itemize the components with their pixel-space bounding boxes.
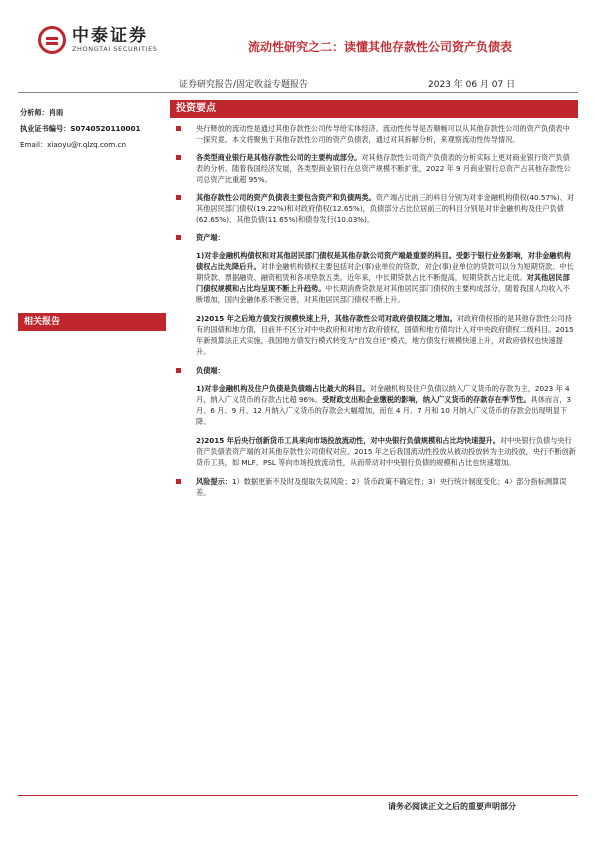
para-text: 对金融机构及住户负债以纳入广义货币的存款为主，2023 年 4 月，纳入广义货币的存款占比超 96%。	[196, 384, 570, 404]
subtitle-row	[0, 77, 595, 91]
para-bold: 1)对非金融机构债权和对其他居民部门债权是其他存款公司资产端最重要的科目。受影于银行业务影响，对非金融机构债权占比先降后升。	[196, 251, 571, 271]
paragraph	[174, 435, 576, 468]
related-reports-header: 相关报告	[18, 313, 166, 331]
report-title: 流动性研究之二：读懂其他存款性公司资产负债表	[248, 40, 513, 54]
bullet-square-icon	[176, 479, 181, 484]
bullet-item	[174, 365, 576, 376]
bullet-text: 对其他存款性公司资产负债表的分析实际上更对商业银行资产负债表的分析。随着我国经济发展，各类型商业银行在总资产规模不断扩张，2022 年 9 月商业银行总资产占其他存款性公司总资产比重超 95%。	[196, 153, 571, 184]
bullet-item	[174, 476, 576, 498]
para-text: 对中央银行负债与央行资产负债表资产端的对其他存款性公司债权对应。2015 年之后我国流动性投放从被动投放转为主动投放，央行不断创新货币工具，如 MLF、PSL 等向市场投放流动性，从而带动对中央银行负债的规模和占比也快速增加。	[196, 436, 576, 467]
header-divider	[18, 92, 578, 93]
email-row	[20, 137, 165, 153]
paragraph	[174, 250, 576, 305]
analyst-name: 肖雨	[48, 108, 64, 117]
para-bold: 2)2015 年后央行创新货币工具来向市场投放流动性，对中央银行负债规模和占比均快速提升。	[196, 436, 500, 445]
para-text: 具体而言，3 月、6 月、9 月、12 月纳入广义货币的存款会大幅增加，而在 4 月、7 月和 10 月纳入广义货币的存款会出现明显下降。	[196, 395, 572, 426]
report-category: 证券研究报告/固定收益专题报告	[179, 80, 309, 90]
liabilities-heading: 负债端：	[196, 366, 225, 375]
assets-heading: 资产端：	[196, 233, 225, 242]
analyst-info	[20, 105, 165, 153]
logo-icon	[38, 26, 66, 54]
bullet-text: 央行释放的流动性是通过其他存款性公司传导给实体经济。流动性传导是否顺畅可以从其他存款性公司的资产负债表中一探究竟。本文将聚焦于其他存款性公司的资产负债表，通过对其拆解分析，来观察流动性传导情况。	[196, 124, 570, 144]
para-bold: 1)对非金融机构及住户负债是负债端占比最大的科目。	[196, 384, 370, 393]
bullet-item	[174, 232, 576, 243]
para-text: 对政府债权指的是其他存款性公司持有的国债和地方债，目前并不区分对中央政府和对地方政府债权，国债和地方债均计入对中央政府债权二级科目。2015 年新预算法正式实施，我国地方债发行模式转变为“自发自还”模式，地方债发行规模快速上升，对政府债权也快速提升。	[196, 314, 574, 356]
cert-row	[20, 121, 165, 137]
cert-label: 执业证书编号：	[20, 124, 71, 133]
company-logo	[38, 26, 158, 54]
report-date: 2023 年 06 月 07 日	[428, 80, 516, 90]
footer-divider	[18, 795, 578, 796]
summary-content	[174, 123, 576, 505]
cert-number: S0740520110001	[70, 124, 141, 133]
bullet-item	[174, 152, 576, 185]
bullet-square-icon	[176, 126, 181, 131]
analyst-row	[20, 105, 165, 121]
para-text: 对非金融机构债权主要包括对企(事)业单位的贷款，对企(事)业单位的贷款可以分为短期贷款、中长期贷款、票据融资、融资租赁和各项垫款五类。近年来，中长期贷款占比不断提高，短期贷款占比走低。	[196, 262, 574, 282]
bullet-item	[174, 123, 576, 145]
risk-text: 1）数据更新不及时及提取失误风险；2）货币政策不确定性；3）央行统计制度变化；4）部分指标测算误差。	[196, 477, 567, 497]
bullet-square-icon	[176, 368, 181, 373]
analyst-label: 分析师：	[20, 108, 49, 117]
summary-header: 投资要点	[170, 100, 578, 118]
logo-name-en: ZHONGTAI SECURITIES	[72, 45, 158, 53]
email-address[interactable]: xiaoyu@r.qlzq.com.cn	[47, 140, 127, 149]
bullet-item	[174, 192, 576, 225]
bullet-bold: 其他存款性公司的资产负债表主要包含资产和负债两类。	[196, 193, 376, 202]
logo-name-cn: 中泰证券	[72, 26, 148, 46]
bullet-square-icon	[176, 195, 181, 200]
bullet-bold: 各类型商业银行是其他存款性公司的主要构成部分。	[196, 153, 362, 162]
bullet-square-icon	[176, 155, 181, 160]
footer-disclaimer: 请务必阅读正文之后的重要声明部分	[388, 802, 516, 811]
para-text: 中长期消费贷款是对其他居民部门债权的主要构成部分，随着我国人均收入不断增加，国内金融体系不断完善，对其他居民部门债权不断上升。	[196, 284, 570, 304]
para-bold: 2)2015 年之后地方债发行规模快速上升，其他存款性公司对政府债权随之增加。	[196, 314, 457, 323]
paragraph	[174, 383, 576, 427]
risk-label: 风险提示：	[196, 477, 232, 486]
paragraph	[174, 313, 576, 357]
bullet-square-icon	[176, 235, 181, 240]
para-bold: 受财政支出和企业缴税的影响，纳入广义货币的存款存在季节性。	[322, 395, 531, 404]
para-bold: 对其他居民部门债权规模和占比均呈现不断上升趋势。	[196, 273, 570, 293]
bullet-text: 资产端占比前三的科目分别为对非金融机构债权(40.57%)、对其他居民部门债权(19.22%)和对政府债权(12.65%)，负债部分占比位居前三的科目分别是对非金融机构及住户负债(62.65%)、其他负债(11.65%)和债券发行(10.03%)。	[196, 193, 575, 224]
email-label: Email：	[20, 140, 48, 149]
